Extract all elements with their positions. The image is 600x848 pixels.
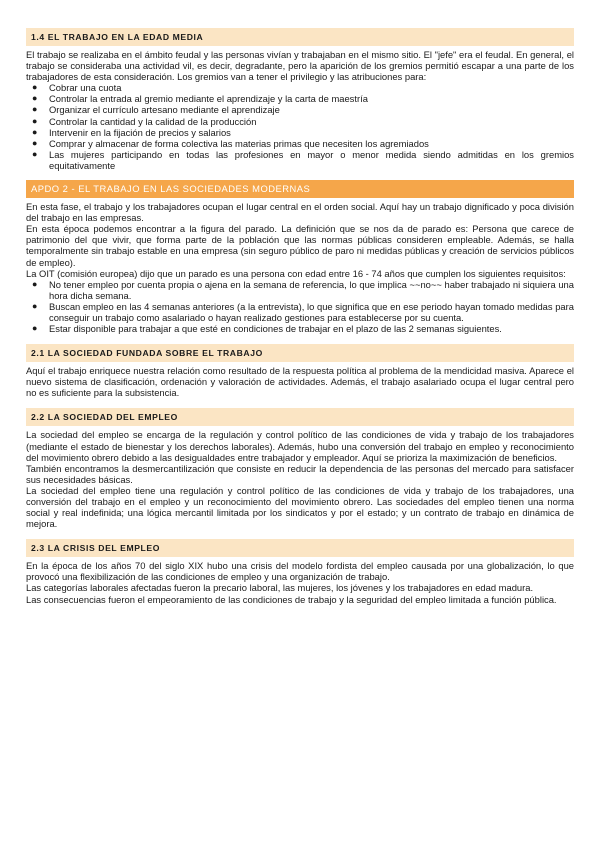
section-heading-2-3: 2.3 LA CRISIS DEL EMPLEO bbox=[26, 539, 574, 557]
paragraph: En la época de los años 70 del siglo XIX hubo una crisis del modelo fordista del empleo causada por una globalización, lo que provocó una flexibilización de las condiciones de empleo y una organización de trabajo. bbox=[26, 560, 574, 583]
list-item: ● No tener empleo por cuenta propia o ajena en la semana de referencia, lo que implica ~~no~~ haber trabajado ni siquiera una hora dicha semana. bbox=[32, 278, 574, 301]
paragraph: Aquí el trabajo enriquece nuestra relación como resultado de la respuesta política al problema de la mendicidad masiva. Aparece el nuevo sistema de clasificación, ordenación y valoración de actividades. Además, el trabajo asalariado ocupa el lugar central pero no es suficiente para la subsistencia. bbox=[26, 365, 574, 399]
bullet-icon: ● bbox=[32, 115, 38, 126]
bullet-icon: ● bbox=[32, 137, 38, 148]
bullet-icon: ● bbox=[32, 323, 38, 334]
section-heading-2-2: 2.2 LA SOCIEDAD DEL EMPLEO bbox=[26, 408, 574, 426]
paragraph: La sociedad del empleo se encarga de la regulación y control político de las condiciones de vida y trabajo de los trabajadores (mediante el estado de bienestar y los derechos laborales). Además, hubo una conversión del trabajo en empleo y reconocimiento del movimiento obrero debido a las desigualdades entre trabajador y empleador. Aquí se prioriza la maximización de beneficios. bbox=[26, 429, 574, 463]
list-item: ● Cobrar una cuota bbox=[32, 82, 122, 94]
bullet-list-gremios bbox=[26, 82, 574, 171]
list-item: ● Organizar el currículo artesano mediante el aprendizaje bbox=[32, 104, 280, 116]
list-item: ● Estar disponible para trabajar a que esté en condiciones de trabajar en el plazo de las 2 semanas siguientes. bbox=[32, 323, 502, 335]
bullet-icon: ● bbox=[32, 93, 38, 104]
paragraph: En esta época podemos encontrar a la figura del parado. La definición que se nos da de parado es: Persona que carece de patrimonio del que vivir, que forma parte de la población que las normas públicas consideren empleable. Además, se halla temporalmente sin trabajo estable en una empresa (sin seguro público de paro ni medidas públicas y creación de servicios públicos de empleo). bbox=[26, 223, 574, 268]
list-item: ● Las mujeres participando en todas las profesiones en mayor o menor medida siendo admitidas en los gremios equitativamente bbox=[32, 148, 574, 171]
bullet-icon: ● bbox=[32, 104, 38, 115]
list-item: ● Intervenir en la fijación de precios y salarios bbox=[32, 126, 231, 138]
bullet-icon: ● bbox=[32, 300, 38, 311]
list-item: ● Controlar la entrada al gremio mediante el aprendizaje y la carta de maestría bbox=[32, 93, 368, 105]
bullet-icon: ● bbox=[32, 82, 38, 93]
bullet-list-requisitos bbox=[26, 279, 574, 334]
bullet-icon: ● bbox=[32, 148, 38, 159]
list-item: ● Buscan empleo en las 4 semanas anteriores (a la entrevista), lo que significa que en ese periodo hayan tomado medidas para conseguir un trabajo como asalariado o hayan realizado gestiones para establecerse por su cuenta. bbox=[32, 300, 574, 323]
section-heading-1-4: 1.4 EL TRABAJO EN LA EDAD MEDIA bbox=[26, 28, 574, 46]
list-item: ● Comprar y almacenar de forma colectiva las materias primas que necesiten los agremiados bbox=[32, 137, 429, 149]
paragraph: El trabajo se realizaba en el ámbito feudal y las personas vivían y trabajaban en el mismo sitio. El "jefe" era el feudal. En general, el trabajo se consideraba una actividad vil, es decir, degradante, pero la aparición de los gremios permitió escapar a una parte de los trabajadores de esta consideración. Los gremios van a tener el privilegio y las atribuciones para: bbox=[26, 49, 574, 83]
paragraph: La sociedad del empleo tiene una regulación y control político de las condiciones de vida y trabajo de los trabajadores, una conversión del trabajo en el empleo y un reconocimiento del movimiento obrero. Las sociedades del empleo tienen una norma social y real indefinida; una lógica mercantil limitada por los sindicatos y por el estado; y un contrato de trabajo en dinámica de mejora. bbox=[26, 484, 574, 530]
paragraph: En esta fase, el trabajo y los trabajadores ocupan el lugar central en el orden social. Aquí hay un trabajo dignificado y poca división del trabajo en las empresas. bbox=[26, 201, 574, 224]
paragraph: Las consecuencias fueron el empeoramiento de las condiciones de trabajo y la seguridad del empleo limitada a función pública. bbox=[26, 593, 557, 605]
section-heading-apdo-2: APDO 2 - EL TRABAJO EN LAS SOCIEDADES MODERNAS bbox=[26, 180, 574, 198]
paragraph: La OIT (comisión europea) dijo que un parado es una persona con edad entre 16 - 74 años que cumplen los siguientes requisitos: bbox=[26, 267, 566, 279]
bullet-icon: ● bbox=[32, 278, 38, 289]
bullet-icon: ● bbox=[32, 126, 38, 137]
document-content bbox=[26, 28, 574, 605]
paragraph: Las categorías laborales afectadas fueron la precario laboral, las mujeres, los jóvenes y los trabajadores en edad madura. bbox=[26, 582, 534, 594]
list-item: ● Controlar la cantidad y la calidad de la producción bbox=[32, 115, 257, 127]
section-heading-2-1: 2.1 LA SOCIEDAD FUNDADA SOBRE EL TRABAJO bbox=[26, 344, 574, 362]
paragraph: También encontramos la desmercantilización que consiste en reducir la dependencia de las personas del mercado para satisfacer sus necesidades básicas. bbox=[26, 462, 574, 485]
